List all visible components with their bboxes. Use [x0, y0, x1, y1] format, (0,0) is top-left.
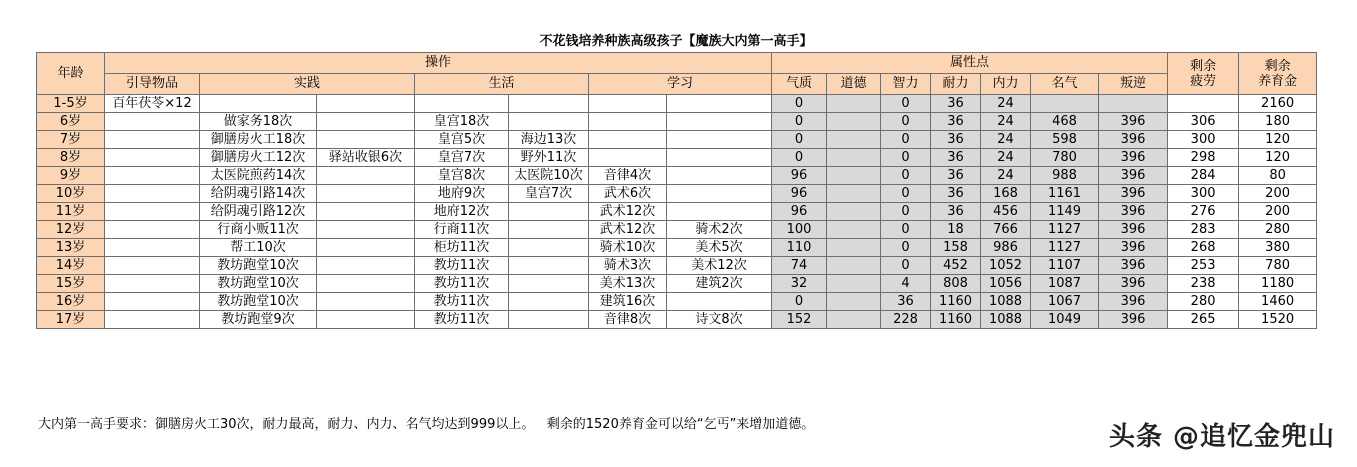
practice-cell: 御膳房火工18次	[200, 131, 317, 149]
study-cell: 武术12次	[589, 221, 667, 239]
temperament-cell: 96	[772, 203, 827, 221]
life-extra-cell: 野外11次	[509, 149, 589, 167]
age-cell: 10岁	[37, 185, 105, 203]
intelligence-cell: 0	[881, 131, 931, 149]
life-cell: 教坊11次	[415, 311, 509, 329]
table-row	[37, 203, 1317, 221]
fame-cell: 1087	[1031, 275, 1099, 293]
guide-item-cell	[105, 239, 200, 257]
guide-item-cell	[105, 167, 200, 185]
study-cell: 音律4次	[589, 167, 667, 185]
inner-strength-cell: 1088	[981, 311, 1031, 329]
study-extra-cell: 诗文8次	[667, 311, 772, 329]
intelligence-cell: 4	[881, 275, 931, 293]
temperament-cell: 0	[772, 131, 827, 149]
endurance-cell: 158	[931, 239, 981, 257]
life-cell: 柜坊11次	[415, 239, 509, 257]
study-extra-cell	[667, 149, 772, 167]
intelligence-cell: 0	[881, 113, 931, 131]
study-extra-cell	[667, 293, 772, 311]
rebellion-cell: 396	[1099, 293, 1168, 311]
fame-cell: 1107	[1031, 257, 1099, 275]
life-extra-cell	[509, 113, 589, 131]
rebellion-cell: 396	[1099, 185, 1168, 203]
age-cell: 15岁	[37, 275, 105, 293]
morality-cell	[827, 203, 881, 221]
life-cell: 地府12次	[415, 203, 509, 221]
fame-cell: 780	[1031, 149, 1099, 167]
endurance-cell: 36	[931, 185, 981, 203]
practice-extra-cell	[317, 203, 415, 221]
rebellion-cell: 396	[1099, 221, 1168, 239]
life-extra-cell	[509, 311, 589, 329]
life-extra-cell	[509, 203, 589, 221]
inner-strength-cell: 986	[981, 239, 1031, 257]
morality-cell	[827, 167, 881, 185]
table-row	[37, 185, 1317, 203]
life-extra-cell	[509, 221, 589, 239]
practice-cell: 教坊跑堂10次	[200, 275, 317, 293]
fame-cell: 1149	[1031, 203, 1099, 221]
practice-cell: 教坊跑堂10次	[200, 257, 317, 275]
morality-cell	[827, 293, 881, 311]
fatigue-cell: 280	[1168, 293, 1239, 311]
fund-cell: 780	[1239, 257, 1317, 275]
fame-cell: 1127	[1031, 221, 1099, 239]
life-cell: 皇宫18次	[415, 113, 509, 131]
fund-cell: 180	[1239, 113, 1317, 131]
guide-item-cell	[105, 113, 200, 131]
practice-extra-cell	[317, 167, 415, 185]
morality-cell	[827, 257, 881, 275]
header-age: 年龄	[37, 53, 105, 95]
temperament-cell: 0	[772, 113, 827, 131]
practice-cell: 给阴魂引路12次	[200, 203, 317, 221]
guide-item-cell	[105, 221, 200, 239]
intelligence-cell: 36	[881, 293, 931, 311]
fame-cell: 988	[1031, 167, 1099, 185]
age-cell: 11岁	[37, 203, 105, 221]
header-temperament: 气质	[772, 74, 827, 95]
study-cell: 美术13次	[589, 275, 667, 293]
practice-extra-cell	[317, 239, 415, 257]
age-cell: 14岁	[37, 257, 105, 275]
practice-extra-cell	[317, 185, 415, 203]
age-cell: 8岁	[37, 149, 105, 167]
table-row	[37, 275, 1317, 293]
inner-strength-cell: 456	[981, 203, 1031, 221]
morality-cell	[827, 311, 881, 329]
study-cell	[589, 131, 667, 149]
morality-cell	[827, 239, 881, 257]
morality-cell	[827, 113, 881, 131]
life-cell: 皇宫5次	[415, 131, 509, 149]
study-cell: 建筑16次	[589, 293, 667, 311]
life-cell: 教坊11次	[415, 275, 509, 293]
table-row	[37, 293, 1317, 311]
study-cell: 音律8次	[589, 311, 667, 329]
fund-cell: 380	[1239, 239, 1317, 257]
rebellion-cell: 396	[1099, 131, 1168, 149]
rebellion-cell: 396	[1099, 311, 1168, 329]
morality-cell	[827, 185, 881, 203]
morality-cell	[827, 149, 881, 167]
guide-item-cell	[105, 203, 200, 221]
table-row	[37, 167, 1317, 185]
endurance-cell: 36	[931, 203, 981, 221]
life-cell	[415, 95, 509, 113]
endurance-cell: 1160	[931, 293, 981, 311]
table-row	[37, 113, 1317, 131]
inner-strength-cell: 766	[981, 221, 1031, 239]
study-extra-cell	[667, 185, 772, 203]
header-fame: 名气	[1031, 74, 1099, 95]
fatigue-cell: 276	[1168, 203, 1239, 221]
intelligence-cell: 0	[881, 185, 931, 203]
practice-cell: 行商小贩11次	[200, 221, 317, 239]
fame-cell: 1127	[1031, 239, 1099, 257]
morality-cell	[827, 221, 881, 239]
fund-cell: 120	[1239, 149, 1317, 167]
life-extra-cell	[509, 257, 589, 275]
guide-item-cell	[105, 131, 200, 149]
temperament-cell: 96	[772, 185, 827, 203]
study-cell: 骑术3次	[589, 257, 667, 275]
practice-cell: 做家务18次	[200, 113, 317, 131]
fund-cell: 200	[1239, 185, 1317, 203]
rebellion-cell: 396	[1099, 257, 1168, 275]
header-life: 生活	[415, 74, 589, 95]
life-extra-cell: 太医院10次	[509, 167, 589, 185]
fame-cell: 468	[1031, 113, 1099, 131]
endurance-cell: 808	[931, 275, 981, 293]
table-row	[37, 239, 1317, 257]
fatigue-cell: 306	[1168, 113, 1239, 131]
age-cell: 13岁	[37, 239, 105, 257]
rebellion-cell: 396	[1099, 275, 1168, 293]
rebellion-cell: 396	[1099, 113, 1168, 131]
endurance-cell: 36	[931, 113, 981, 131]
temperament-cell: 110	[772, 239, 827, 257]
header-practice: 实践	[200, 74, 415, 95]
endurance-cell: 36	[931, 149, 981, 167]
study-extra-cell	[667, 167, 772, 185]
inner-strength-cell: 1052	[981, 257, 1031, 275]
age-cell: 1-5岁	[37, 95, 105, 113]
fatigue-cell: 284	[1168, 167, 1239, 185]
practice-extra-cell	[317, 113, 415, 131]
header-rebellion: 叛逆	[1099, 74, 1168, 95]
inner-strength-cell: 24	[981, 95, 1031, 113]
practice-cell: 帮工10次	[200, 239, 317, 257]
study-extra-cell	[667, 203, 772, 221]
intelligence-cell: 0	[881, 95, 931, 113]
watermark: 头条 @追忆金兜山	[1108, 422, 1335, 452]
fund-cell: 80	[1239, 167, 1317, 185]
practice-cell: 御膳房火工12次	[200, 149, 317, 167]
morality-cell	[827, 275, 881, 293]
life-extra-cell: 皇宫7次	[509, 185, 589, 203]
guide-item-cell	[105, 293, 200, 311]
temperament-cell: 152	[772, 311, 827, 329]
header-study: 学习	[589, 74, 772, 95]
endurance-cell: 1160	[931, 311, 981, 329]
rebellion-cell: 396	[1099, 149, 1168, 167]
practice-cell: 教坊跑堂10次	[200, 293, 317, 311]
morality-cell	[827, 95, 881, 113]
morality-cell	[827, 131, 881, 149]
header-remaining-fatigue: 剩余 疲劳	[1168, 53, 1239, 95]
fatigue-cell: 298	[1168, 149, 1239, 167]
table-row	[37, 131, 1317, 149]
fatigue-cell: 265	[1168, 311, 1239, 329]
fame-cell: 1049	[1031, 311, 1099, 329]
practice-cell	[200, 95, 317, 113]
table-row	[37, 95, 1317, 113]
header-inner-strength: 内力	[981, 74, 1031, 95]
practice-extra-cell	[317, 221, 415, 239]
fame-cell: 1161	[1031, 185, 1099, 203]
life-cell: 地府9次	[415, 185, 509, 203]
age-cell: 9岁	[37, 167, 105, 185]
table-title: 不花钱培养种族高级孩子【魔族大内第一高手】	[539, 34, 813, 49]
study-extra-cell	[667, 131, 772, 149]
fame-cell	[1031, 95, 1099, 113]
practice-cell: 给阴魂引路14次	[200, 185, 317, 203]
practice-extra-cell	[317, 95, 415, 113]
fame-cell: 598	[1031, 131, 1099, 149]
training-table	[36, 52, 1317, 329]
inner-strength-cell: 1088	[981, 293, 1031, 311]
rebellion-cell: 396	[1099, 167, 1168, 185]
fatigue-cell: 300	[1168, 185, 1239, 203]
study-cell: 武术6次	[589, 185, 667, 203]
inner-strength-cell: 24	[981, 149, 1031, 167]
practice-extra-cell	[317, 275, 415, 293]
fund-cell: 1520	[1239, 311, 1317, 329]
guide-item-cell	[105, 149, 200, 167]
table-row	[37, 149, 1317, 167]
rebellion-cell: 396	[1099, 239, 1168, 257]
endurance-cell: 36	[931, 167, 981, 185]
inner-strength-cell: 1056	[981, 275, 1031, 293]
practice-cell: 教坊跑堂9次	[200, 311, 317, 329]
practice-extra-cell	[317, 311, 415, 329]
guide-item-cell	[105, 185, 200, 203]
age-cell: 17岁	[37, 311, 105, 329]
practice-extra-cell: 驿站收银6次	[317, 149, 415, 167]
endurance-cell: 36	[931, 95, 981, 113]
study-extra-cell: 美术12次	[667, 257, 772, 275]
header-attributes: 属性点	[772, 53, 1168, 74]
age-cell: 16岁	[37, 293, 105, 311]
fatigue-cell: 253	[1168, 257, 1239, 275]
practice-extra-cell	[317, 257, 415, 275]
intelligence-cell: 0	[881, 221, 931, 239]
intelligence-cell: 0	[881, 167, 931, 185]
temperament-cell: 96	[772, 167, 827, 185]
study-cell: 骑术10次	[589, 239, 667, 257]
header-intelligence: 智力	[881, 74, 931, 95]
fatigue-cell: 300	[1168, 131, 1239, 149]
life-extra-cell: 海边13次	[509, 131, 589, 149]
study-cell	[589, 113, 667, 131]
fatigue-cell: 268	[1168, 239, 1239, 257]
footer-note: 大内第一高手要求：御膳房火工30次，耐力最高，耐力、内力、名气均达到999以上。 剩余的1520养育金可以给“乞丐”来增加道德。	[38, 417, 815, 432]
inner-strength-cell: 24	[981, 113, 1031, 131]
age-cell: 7岁	[37, 131, 105, 149]
table-row	[37, 311, 1317, 329]
rebellion-cell	[1099, 95, 1168, 113]
life-extra-cell	[509, 239, 589, 257]
study-cell	[589, 95, 667, 113]
temperament-cell: 0	[772, 293, 827, 311]
age-cell: 6岁	[37, 113, 105, 131]
fatigue-cell: 238	[1168, 275, 1239, 293]
fame-cell: 1067	[1031, 293, 1099, 311]
life-cell: 教坊11次	[415, 293, 509, 311]
fund-cell: 2160	[1239, 95, 1317, 113]
table-row	[37, 221, 1317, 239]
life-extra-cell	[509, 293, 589, 311]
fund-cell: 280	[1239, 221, 1317, 239]
life-cell: 行商11次	[415, 221, 509, 239]
study-extra-cell	[667, 95, 772, 113]
study-extra-cell: 美术5次	[667, 239, 772, 257]
intelligence-cell: 0	[881, 203, 931, 221]
inner-strength-cell: 24	[981, 131, 1031, 149]
intelligence-cell: 228	[881, 311, 931, 329]
temperament-cell: 0	[772, 149, 827, 167]
fund-cell: 120	[1239, 131, 1317, 149]
guide-item-cell	[105, 311, 200, 329]
life-cell: 皇宫7次	[415, 149, 509, 167]
practice-extra-cell	[317, 131, 415, 149]
fund-cell: 1460	[1239, 293, 1317, 311]
fatigue-cell: 283	[1168, 221, 1239, 239]
intelligence-cell: 0	[881, 239, 931, 257]
practice-cell: 太医院煎药14次	[200, 167, 317, 185]
temperament-cell: 0	[772, 95, 827, 113]
endurance-cell: 18	[931, 221, 981, 239]
guide-item-cell	[105, 257, 200, 275]
life-cell: 教坊11次	[415, 257, 509, 275]
temperament-cell: 100	[772, 221, 827, 239]
header-morality: 道德	[827, 74, 881, 95]
header-endurance: 耐力	[931, 74, 981, 95]
endurance-cell: 36	[931, 131, 981, 149]
table-row	[37, 257, 1317, 275]
fund-cell: 1180	[1239, 275, 1317, 293]
intelligence-cell: 0	[881, 149, 931, 167]
header-remaining-fund: 剩余 养育金	[1239, 53, 1317, 95]
study-extra-cell: 建筑2次	[667, 275, 772, 293]
header-guide-item: 引导物品	[105, 74, 200, 95]
study-extra-cell	[667, 113, 772, 131]
guide-item-cell: 百年茯苓×12	[105, 95, 200, 113]
study-extra-cell: 骑术2次	[667, 221, 772, 239]
age-cell: 12岁	[37, 221, 105, 239]
rebellion-cell: 396	[1099, 203, 1168, 221]
guide-item-cell	[105, 275, 200, 293]
temperament-cell: 32	[772, 275, 827, 293]
header-operation: 操作	[105, 53, 772, 74]
life-extra-cell	[509, 95, 589, 113]
life-extra-cell	[509, 275, 589, 293]
inner-strength-cell: 168	[981, 185, 1031, 203]
fatigue-cell	[1168, 95, 1239, 113]
practice-extra-cell	[317, 293, 415, 311]
endurance-cell: 452	[931, 257, 981, 275]
study-cell: 武术12次	[589, 203, 667, 221]
inner-strength-cell: 24	[981, 167, 1031, 185]
temperament-cell: 74	[772, 257, 827, 275]
life-cell: 皇宫8次	[415, 167, 509, 185]
study-cell	[589, 149, 667, 167]
fund-cell: 200	[1239, 203, 1317, 221]
intelligence-cell: 0	[881, 257, 931, 275]
